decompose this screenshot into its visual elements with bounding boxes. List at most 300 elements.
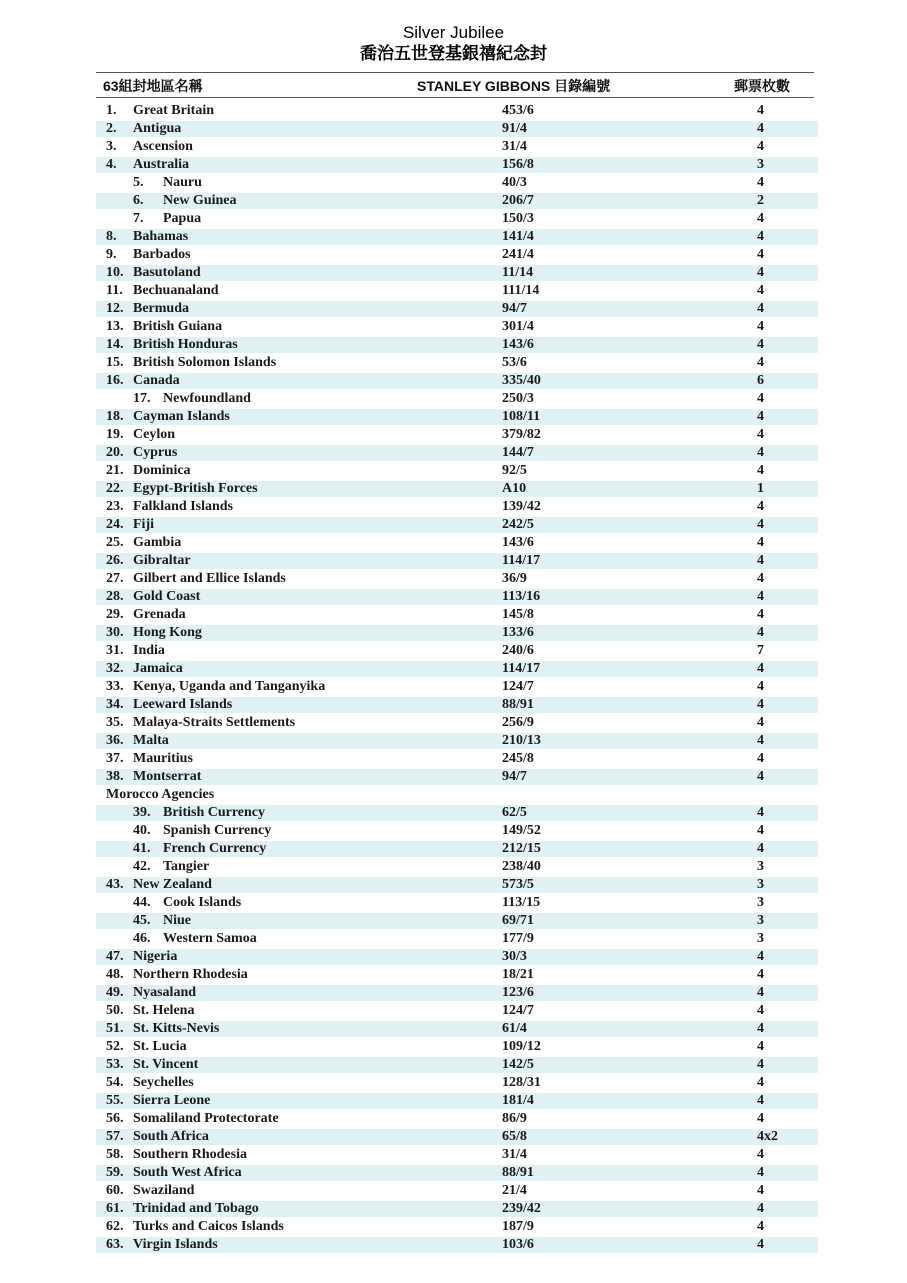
region-name: British Honduras: [133, 337, 238, 352]
table-row: [96, 336, 818, 354]
region-name: Western Samoa: [163, 931, 257, 946]
catalogue-number: 242/5: [502, 517, 534, 532]
table-row: [96, 462, 818, 480]
region-name: Cyprus: [133, 445, 178, 460]
document-subtitle: 喬治五世登基銀禧紀念封: [360, 44, 547, 63]
region-name: Nauru: [163, 175, 202, 190]
catalogue-number: 133/6: [502, 625, 534, 640]
row-number: 25.: [106, 535, 124, 550]
row-number: 14.: [106, 337, 124, 352]
stamp-count: 3: [757, 859, 764, 874]
table-row: [96, 534, 818, 552]
table-row: [96, 714, 818, 732]
table-row: [96, 1110, 818, 1128]
row-number: 40.: [133, 823, 151, 838]
region-name: Malta: [133, 733, 169, 748]
stamp-count: 4: [757, 571, 764, 586]
table-row: [96, 1020, 818, 1038]
stamp-count: 4: [757, 175, 764, 190]
region-name: Grenada: [133, 607, 186, 622]
table-row: [96, 138, 818, 156]
stamp-count: 4: [757, 283, 764, 298]
row-stripe: [96, 301, 818, 317]
row-number: 30.: [106, 625, 124, 640]
table-row: [96, 912, 818, 930]
row-number: 36.: [106, 733, 124, 748]
table-row: [96, 174, 818, 192]
table-row: [96, 1074, 818, 1092]
table-row: [96, 624, 818, 642]
catalogue-number: 212/15: [502, 841, 541, 856]
row-number: 58.: [106, 1147, 124, 1162]
table-row: [96, 804, 818, 822]
catalogue-number: 40/3: [502, 175, 527, 190]
stamp-count: 4: [757, 1165, 764, 1180]
row-number: 55.: [106, 1093, 124, 1108]
catalogue-number: 123/6: [502, 985, 534, 1000]
catalogue-number: 156/8: [502, 157, 534, 172]
catalogue-number: 69/71: [502, 913, 534, 928]
stamp-count: 4: [757, 265, 764, 280]
stamp-count: 4: [757, 751, 764, 766]
table-row: [96, 192, 818, 210]
table-row: [96, 1236, 818, 1254]
catalogue-number: 61/4: [502, 1021, 527, 1036]
catalogue-number: 65/8: [502, 1129, 527, 1144]
row-stripe: [96, 265, 818, 281]
table-row: [96, 1038, 818, 1056]
table-row: [96, 1182, 818, 1200]
catalogue-number: 36/9: [502, 571, 527, 586]
row-number: 62.: [106, 1219, 124, 1234]
row-stripe: [96, 985, 818, 1001]
stamp-count: 4: [757, 1003, 764, 1018]
catalogue-number: 139/42: [502, 499, 541, 514]
table-row: [96, 822, 818, 840]
region-name: Mauritius: [133, 751, 193, 766]
table-row: [96, 840, 818, 858]
table-row: [96, 552, 818, 570]
stamp-count: 4: [757, 679, 764, 694]
region-name: Gilbert and Ellice Islands: [133, 571, 286, 586]
table-row: [96, 300, 818, 318]
catalogue-number: 177/9: [502, 931, 534, 946]
region-name: Falkland Islands: [133, 499, 233, 514]
catalogue-number: 114/17: [502, 553, 541, 568]
catalogue-number: 245/8: [502, 751, 534, 766]
region-name: Seychelles: [133, 1075, 194, 1090]
stamp-count: 4: [757, 949, 764, 964]
table-row: [96, 516, 818, 534]
region-name: Malaya-Straits Settlements: [133, 715, 296, 730]
catalogue-number: 109/12: [502, 1039, 541, 1054]
row-number: 23.: [106, 499, 124, 514]
table-row: [96, 966, 818, 984]
stamp-count: 3: [757, 913, 764, 928]
row-stripe: [96, 733, 818, 749]
row-number: 27.: [106, 571, 124, 586]
table-row: [96, 732, 818, 750]
row-stripe: [96, 121, 818, 137]
stamp-count: 4: [757, 121, 764, 136]
catalogue-number: 103/6: [502, 1237, 534, 1252]
catalogue-number: 150/3: [502, 211, 534, 226]
region-name: Sierra Leone: [133, 1093, 211, 1108]
catalogue-number: 108/11: [502, 409, 541, 424]
stamp-count: 4: [757, 103, 764, 118]
row-number: 34.: [106, 697, 124, 712]
stamp-count: 4: [757, 427, 764, 442]
row-stripe: [96, 517, 818, 533]
region-name: St. Helena: [133, 1003, 195, 1018]
stamp-count: 7: [757, 643, 764, 658]
table-row: [96, 102, 818, 120]
table-row: [96, 282, 818, 300]
row-number: 48.: [106, 967, 124, 982]
row-number: 47.: [106, 949, 124, 964]
catalogue-number: 94/7: [502, 301, 527, 316]
region-name: Dominica: [133, 463, 191, 478]
region-name: Swaziland: [133, 1183, 195, 1198]
table-row: [96, 750, 818, 768]
stamp-count: 4: [757, 499, 764, 514]
stamp-count: 4: [757, 463, 764, 478]
region-name: New Zealand: [133, 877, 212, 892]
table-row: [96, 426, 818, 444]
region-name: Cook Islands: [163, 895, 242, 910]
stamp-count: 6: [757, 373, 764, 388]
row-number: 31.: [106, 643, 124, 658]
stamp-count: 4: [757, 139, 764, 154]
stamp-count: 4: [757, 805, 764, 820]
region-name: Nigeria: [133, 949, 178, 964]
row-number: 5.: [133, 175, 144, 190]
stamp-count: 4: [757, 697, 764, 712]
row-number: 44.: [133, 895, 151, 910]
table-row: [96, 1164, 818, 1182]
catalogue-number: 379/82: [502, 427, 541, 442]
row-number: 13.: [106, 319, 124, 334]
stamp-count: 4: [757, 1147, 764, 1162]
stamp-count: 4: [757, 1093, 764, 1108]
stamp-count: 4: [757, 589, 764, 604]
catalogue-number: 91/4: [502, 121, 527, 136]
region-name: Ascension: [133, 139, 193, 154]
row-number: 12.: [106, 301, 124, 316]
table-row: [96, 570, 818, 588]
row-number: 42.: [133, 859, 151, 874]
row-number: 26.: [106, 553, 124, 568]
stamp-count: 4: [757, 229, 764, 244]
row-number: 60.: [106, 1183, 124, 1198]
region-name: Gibraltar: [133, 553, 191, 568]
row-number: 22.: [106, 481, 124, 496]
region-name: British Guiana: [133, 319, 223, 334]
region-name: Montserrat: [133, 769, 202, 784]
catalogue-number: 238/40: [502, 859, 541, 874]
stamp-count: 4: [757, 985, 764, 1000]
region-name: Barbados: [133, 247, 191, 262]
region-name: Gold Coast: [133, 589, 201, 604]
region-name: Ceylon: [133, 427, 175, 442]
document-title: Silver Jubilee: [402, 23, 505, 42]
catalogue-number: 149/52: [502, 823, 541, 838]
header-bottom-rule: [96, 97, 814, 98]
stamp-count: 4x2: [757, 1129, 778, 1144]
row-number: 7.: [133, 211, 144, 226]
stamp-count: 4: [757, 409, 764, 424]
region-name: Australia: [133, 157, 189, 172]
stamp-count: 4: [757, 1219, 764, 1234]
table-row: [96, 372, 818, 390]
catalogue-number: 144/7: [502, 445, 534, 460]
table-row: [96, 1218, 818, 1236]
row-number: 3.: [106, 139, 117, 154]
region-name: Turks and Caicos Islands: [133, 1219, 284, 1234]
region-name: Trinidad and Tobago: [133, 1201, 259, 1216]
row-stripe: [96, 769, 818, 785]
table-row: [96, 480, 818, 498]
catalogue-number: 187/9: [502, 1219, 534, 1234]
row-stripe: [96, 661, 818, 677]
region-name: British Currency: [163, 805, 266, 820]
row-number: 39.: [133, 805, 151, 820]
row-number: 51.: [106, 1021, 124, 1036]
stamp-count: 4: [757, 733, 764, 748]
catalogue-number: 113/15: [502, 895, 541, 910]
table-row: [96, 894, 818, 912]
row-stripe: [96, 1057, 818, 1073]
region-name: Niue: [163, 913, 191, 928]
catalogue-number: 210/13: [502, 733, 541, 748]
catalogue-number: 92/5: [502, 463, 527, 478]
region-name: Kenya, Uganda and Tanganyika: [133, 679, 326, 694]
region-name: Canada: [133, 373, 180, 388]
row-number: 35.: [106, 715, 124, 730]
row-number: 9.: [106, 247, 117, 262]
region-name: New Guinea: [163, 193, 237, 208]
row-number: 49.: [106, 985, 124, 1000]
catalogue-number: 335/40: [502, 373, 541, 388]
stamp-count: 4: [757, 1075, 764, 1090]
catalogue-number: 21/4: [502, 1183, 527, 1198]
table-row: [96, 264, 818, 282]
catalogue-number: 94/7: [502, 769, 527, 784]
region-name: French Currency: [163, 841, 267, 856]
row-stripe: [96, 589, 818, 605]
table-row: [96, 1146, 818, 1164]
row-number: 8.: [106, 229, 117, 244]
catalogue-number: 113/16: [502, 589, 541, 604]
catalogue-number: 143/6: [502, 535, 534, 550]
catalogue-number: 128/31: [502, 1075, 541, 1090]
header-top-rule: [96, 72, 814, 73]
region-name: Great Britain: [133, 103, 215, 118]
stamp-count: 4: [757, 769, 764, 784]
catalogue-number: 30/3: [502, 949, 527, 964]
catalogue-number: A10: [502, 481, 527, 496]
region-name: Bahamas: [133, 229, 189, 244]
row-stripe: [96, 373, 818, 389]
table-row: [96, 606, 818, 624]
stamp-count: 4: [757, 625, 764, 640]
table-row: [96, 876, 818, 894]
stamp-count: 4: [757, 247, 764, 262]
table-row: [96, 696, 818, 714]
row-number: 24.: [106, 517, 124, 532]
region-name: Gambia: [133, 535, 182, 550]
row-number: 11.: [106, 283, 123, 298]
row-number: 15.: [106, 355, 124, 370]
row-stripe: [96, 949, 818, 965]
row-number: 61.: [106, 1201, 124, 1216]
table-row: [96, 120, 818, 138]
table-row: [96, 768, 818, 786]
stamp-count: 4: [757, 1201, 764, 1216]
region-name: South Africa: [133, 1129, 209, 1144]
stamp-count: 1: [757, 481, 764, 496]
row-number: 41.: [133, 841, 151, 856]
stamp-count: 3: [757, 877, 764, 892]
table-row: [96, 642, 818, 660]
region-name: Spanish Currency: [163, 823, 272, 838]
column-header-count: 郵票枚數: [734, 78, 790, 94]
table-row: [96, 444, 818, 462]
row-number: 16.: [106, 373, 124, 388]
table-row: [96, 318, 818, 336]
catalogue-number: 142/5: [502, 1057, 534, 1072]
region-name: Tangier: [163, 859, 210, 874]
stamp-count: 4: [757, 319, 764, 334]
stamp-count: 4: [757, 1057, 764, 1072]
catalogue-number: 114/17: [502, 661, 541, 676]
region-name: Bermuda: [133, 301, 189, 316]
row-number: 46.: [133, 931, 151, 946]
region-name: Egypt-British Forces: [133, 481, 258, 496]
catalogue-number: 86/9: [502, 1111, 527, 1126]
row-number: 17.: [133, 391, 151, 406]
stamp-count: 3: [757, 895, 764, 910]
region-name: Morocco Agencies: [106, 787, 215, 802]
row-number: 6.: [133, 193, 144, 208]
row-number: 1.: [106, 103, 117, 118]
catalogue-number: 143/6: [502, 337, 534, 352]
row-number: 54.: [106, 1075, 124, 1090]
stamp-count: 4: [757, 1237, 764, 1252]
stamp-count: 4: [757, 823, 764, 838]
stamp-count: 4: [757, 607, 764, 622]
stamp-count: 4: [757, 841, 764, 856]
row-number: 52.: [106, 1039, 124, 1054]
catalogue-number: 301/4: [502, 319, 534, 334]
table-row: [96, 588, 818, 606]
row-stripe: [96, 553, 818, 569]
row-number: 29.: [106, 607, 124, 622]
region-name: India: [133, 643, 165, 658]
stamp-count: 4: [757, 967, 764, 982]
table-row: [96, 246, 818, 264]
stamp-count: 4: [757, 445, 764, 460]
row-number: 57.: [106, 1129, 124, 1144]
stamp-count: 4: [757, 661, 764, 676]
table-row: [96, 210, 818, 228]
row-number: 20.: [106, 445, 124, 460]
row-number: 53.: [106, 1057, 124, 1072]
stamp-count: 4: [757, 1039, 764, 1054]
region-name: Leeward Islands: [133, 697, 233, 712]
region-name: Southern Rhodesia: [133, 1147, 247, 1162]
column-header-catalogue: STANLEY GIBBONS 目錄編號: [417, 78, 611, 94]
catalogue-number: 240/6: [502, 643, 534, 658]
column-header-region: 63組封地區名稱: [103, 78, 203, 94]
stamp-count: 4: [757, 391, 764, 406]
stamp-count: 4: [757, 1021, 764, 1036]
row-number: 37.: [106, 751, 124, 766]
region-name: Newfoundland: [163, 391, 251, 406]
catalogue-number: 256/9: [502, 715, 534, 730]
table-row: [96, 984, 818, 1002]
table-row: [96, 1056, 818, 1074]
catalogue-number: 145/8: [502, 607, 534, 622]
stamp-count: 4: [757, 337, 764, 352]
row-stripe: [96, 913, 818, 929]
table-row: [96, 390, 818, 408]
table-row: [96, 660, 818, 678]
stamp-count: 4: [757, 535, 764, 550]
row-number: 21.: [106, 463, 124, 478]
region-name: St. Vincent: [133, 1057, 199, 1072]
catalogue-number: 111/14: [502, 283, 540, 298]
stamp-count: 4: [757, 517, 764, 532]
catalogue-number: 31/4: [502, 139, 527, 154]
region-name: Cayman Islands: [133, 409, 230, 424]
region-name: St. Kitts-Nevis: [133, 1021, 220, 1036]
region-name: Virgin Islands: [133, 1237, 218, 1252]
catalogue-number: 53/6: [502, 355, 527, 370]
table-row: [96, 1002, 818, 1020]
row-number: 2.: [106, 121, 117, 136]
row-number: 43.: [106, 877, 124, 892]
row-number: 56.: [106, 1111, 124, 1126]
table-row: [96, 930, 818, 948]
stamp-count: 4: [757, 301, 764, 316]
catalogue-number: 88/91: [502, 1165, 534, 1180]
table-row: [96, 228, 818, 246]
row-number: 19.: [106, 427, 124, 442]
region-name: Papua: [163, 211, 202, 226]
row-number: 18.: [106, 409, 124, 424]
group-heading-row: [96, 786, 818, 804]
catalogue-number: 206/7: [502, 193, 534, 208]
row-number: 32.: [106, 661, 124, 676]
row-number: 28.: [106, 589, 124, 604]
region-name: Basutoland: [133, 265, 201, 280]
region-name: British Solomon Islands: [133, 355, 277, 370]
row-stripe: [96, 445, 818, 461]
stamp-count: 4: [757, 211, 764, 226]
table-row: [96, 408, 818, 426]
region-name: Hong Kong: [133, 625, 202, 640]
row-number: 4.: [106, 157, 117, 172]
table-row: [96, 156, 818, 174]
row-number: 33.: [106, 679, 124, 694]
region-name: Antigua: [133, 121, 182, 136]
catalogue-number: 453/6: [502, 103, 534, 118]
region-name: South West Africa: [133, 1165, 242, 1180]
stamp-count: 4: [757, 1111, 764, 1126]
region-name: Fiji: [133, 517, 154, 532]
catalogue-number: 88/91: [502, 697, 534, 712]
